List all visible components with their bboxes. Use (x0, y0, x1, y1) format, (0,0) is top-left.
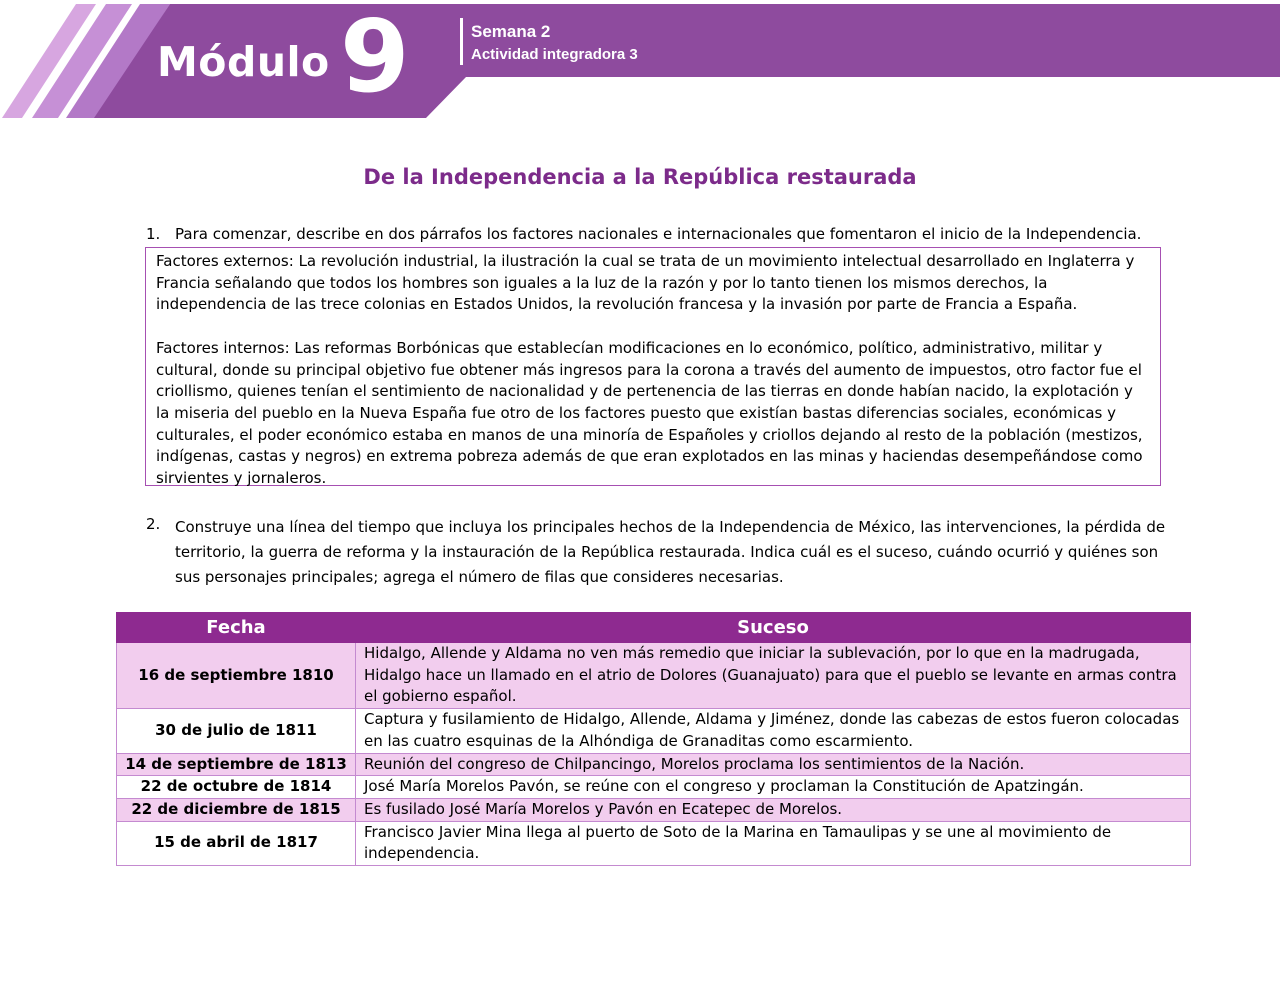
module-number: 9 (340, 0, 410, 115)
activity-label: Actividad integradora 3 (471, 46, 638, 63)
question-2-number: 2. (146, 515, 161, 533)
answer-1-box[interactable] (145, 247, 1161, 486)
row-date[interactable]: 16 de septiembre 1810 (117, 643, 356, 709)
row-event[interactable]: Hidalgo, Allende y Aldama no ven más remedio que iniciar la sublevación, por lo que en la madrugada, Hidalgo hace un llamado en el atrio de Dolores (Guanajuato) para que el pueblo se levante en armas contra el gobierno español. (356, 643, 1191, 709)
row-event[interactable]: Francisco Javier Mina llega al puerto de Soto de la Marina en Tamaulipas y se une al movimiento de independencia. (356, 821, 1191, 865)
row-date[interactable]: 30 de julio de 1811 (117, 709, 356, 753)
week-label: Semana 2 (471, 22, 551, 41)
answer-1-paragraph-internal: Factores internos: Las reformas Borbónicas que establecían modificaciones en lo económico, político, administrativo, militar y cultural, donde su principal objetivo fue obtener más ingresos para la corona a través del aumento de impuestos, otro factor fue el criollismo, quienes tenían el sentimiento de nacionalidad y de pertenencia de las tierras en donde habían nacido, la explotación y la miseria del pueblo en la Nueva España fue otro de los factores puesto que existían bastas diferencias sociales, económicas y culturales, el poder económico estaba en manos de una minoría de Españoles y criollos dejando al resto de la población (mestizos, indígenas, castas y negros) en extrema pobreza además de que eran explotados en las minas y haciendas desempeñándose como sirvientes y jornaleros. (156, 338, 1143, 488)
question-1-text: Para comenzar, describe en dos párrafos los factores nacionales e internacionales que fomentaron el inicio de la Independencia. (175, 225, 1142, 243)
row-event[interactable]: Reunión del congreso de Chilpancingo, Morelos proclama los sentimientos de la Nación. (356, 753, 1191, 776)
header-date: Fecha (117, 613, 356, 643)
row-event[interactable]: Es fusilado José María Morelos y Pavón en Ecatepec de Morelos. (356, 798, 1191, 821)
row-date[interactable]: 22 de octubre de 1814 (117, 776, 356, 799)
table-row (117, 709, 1191, 753)
table-row (117, 643, 1191, 709)
question-1-number: 1. (146, 225, 161, 243)
table-header-row (117, 613, 1191, 643)
table-row (117, 821, 1191, 865)
table-row (117, 776, 1191, 799)
module-label: Módulo (157, 38, 330, 86)
header-divider (460, 18, 463, 65)
module-banner (0, 0, 1280, 120)
row-date[interactable]: 14 de septiembre de 1813 (117, 753, 356, 776)
row-date[interactable]: 22 de diciembre de 1815 (117, 798, 356, 821)
table-row (117, 798, 1191, 821)
page-title: De la Independencia a la República restaurada (363, 165, 917, 189)
row-date[interactable]: 15 de abril de 1817 (117, 821, 356, 865)
row-event[interactable]: José María Morelos Pavón, se reúne con el congreso y proclaman la Constitución de Apatzingán. (356, 776, 1191, 799)
answer-1-paragraph-external: Factores externos: La revolución industrial, la ilustración la cual se trata de un movimiento intelectual desarrollado en Inglaterra y Francia señalando que todos los hombres son iguales a la luz de la razón y por lo tanto tienen los mismos derechos, la independencia de las trece colonias en Estados Unidos, la revolución francesa y la invasión por parte de Francia a España. (156, 252, 1135, 314)
row-event[interactable]: Captura y fusilamiento de Hidalgo, Allende, Aldama y Jiménez, donde las cabezas de estos fueron colocadas en las cuatro esquinas de la Alhóndiga de Granaditas como escarmiento. (356, 709, 1191, 753)
question-2-text: Construye una línea del tiempo que incluya los principales hechos de la Independencia de México, las intervenciones, la pérdida de territorio, la guerra de reforma y la instauración de la República restaurada. Indica cuál es el suceso, cuándo ocurrió y quiénes son sus personajes principales; agrega el número de filas que consideres necesarias. (175, 518, 1166, 586)
table-row (117, 753, 1191, 776)
timeline-table (116, 612, 1191, 866)
header-event: Suceso (356, 613, 1191, 643)
